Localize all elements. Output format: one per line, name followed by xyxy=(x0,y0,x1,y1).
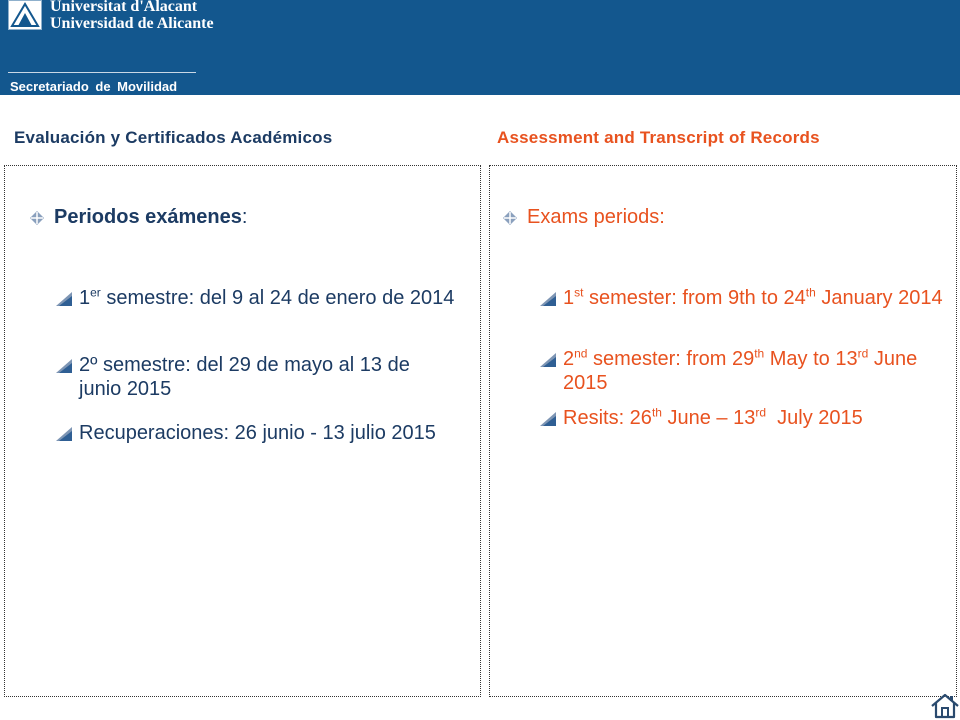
diamond-bullet-icon xyxy=(503,211,517,225)
english-panel xyxy=(489,165,957,697)
spanish-section-title: Evaluación y Certificados Académicos xyxy=(14,128,333,147)
english-heading-item xyxy=(503,205,665,229)
ordinal-suffix: er xyxy=(90,285,101,300)
exam-periods-heading: Exams periods: xyxy=(527,206,665,228)
item-number: 2 xyxy=(563,348,575,370)
item-text: Resits: 26 xyxy=(563,407,652,429)
spanish-list-item xyxy=(56,353,456,401)
ordinal-suffix: th xyxy=(805,285,816,300)
arrow-bullet-icon xyxy=(56,427,72,441)
arrow-bullet-icon xyxy=(56,292,72,306)
english-section-title: Assessment and Transcript of Records xyxy=(497,128,820,147)
item-text: semester: from 9th to 24 xyxy=(583,287,806,309)
english-list-item xyxy=(540,406,950,430)
item-number: 1 xyxy=(79,287,91,309)
header-divider xyxy=(8,72,196,73)
arrow-bullet-icon xyxy=(540,292,556,306)
item-text: July 2015 xyxy=(766,407,863,429)
arrow-bullet-icon xyxy=(540,353,556,367)
university-name-es: Universidad de Alicante xyxy=(50,15,214,32)
ordinal-suffix: rd xyxy=(857,346,869,361)
item-text: January 2014 xyxy=(815,287,943,309)
spanish-list-item xyxy=(56,421,456,445)
university-name-ca: Universitat d'Alacant xyxy=(50,0,198,15)
english-list-item xyxy=(540,347,950,395)
home-icon[interactable] xyxy=(931,693,959,719)
spanish-list-item xyxy=(56,286,456,310)
ordinal-suffix: th xyxy=(651,405,662,420)
item-text: June – 13 xyxy=(661,407,756,429)
item-text: 2º semestre: del 29 de mayo al 13 de junio 2015 xyxy=(79,354,410,400)
spanish-heading-item xyxy=(30,205,247,229)
university-logo-icon xyxy=(8,0,42,30)
ordinal-suffix: nd xyxy=(574,346,588,361)
arrow-bullet-icon xyxy=(540,412,556,426)
diamond-bullet-icon xyxy=(30,211,44,225)
item-text: May to 13 xyxy=(764,348,858,370)
department-name: Secretariado de Movilidad xyxy=(10,79,178,94)
ordinal-suffix: st xyxy=(574,285,584,300)
item-text: Recuperaciones: 26 junio - 13 julio 2015 xyxy=(79,422,436,444)
exam-periods-heading: Periodos exámenes xyxy=(54,206,242,228)
item-text: semester: from 29 xyxy=(587,348,755,370)
english-list-item xyxy=(540,286,950,310)
ordinal-suffix: th xyxy=(754,346,765,361)
ordinal-suffix: rd xyxy=(755,405,767,420)
header-banner xyxy=(0,0,960,95)
heading-colon: : xyxy=(241,206,248,228)
item-number: 1 xyxy=(563,287,575,309)
arrow-bullet-icon xyxy=(56,359,72,373)
item-text: semestre: del 9 al 24 de enero de 2014 xyxy=(100,287,455,309)
item-text: June 2015 xyxy=(563,348,918,394)
